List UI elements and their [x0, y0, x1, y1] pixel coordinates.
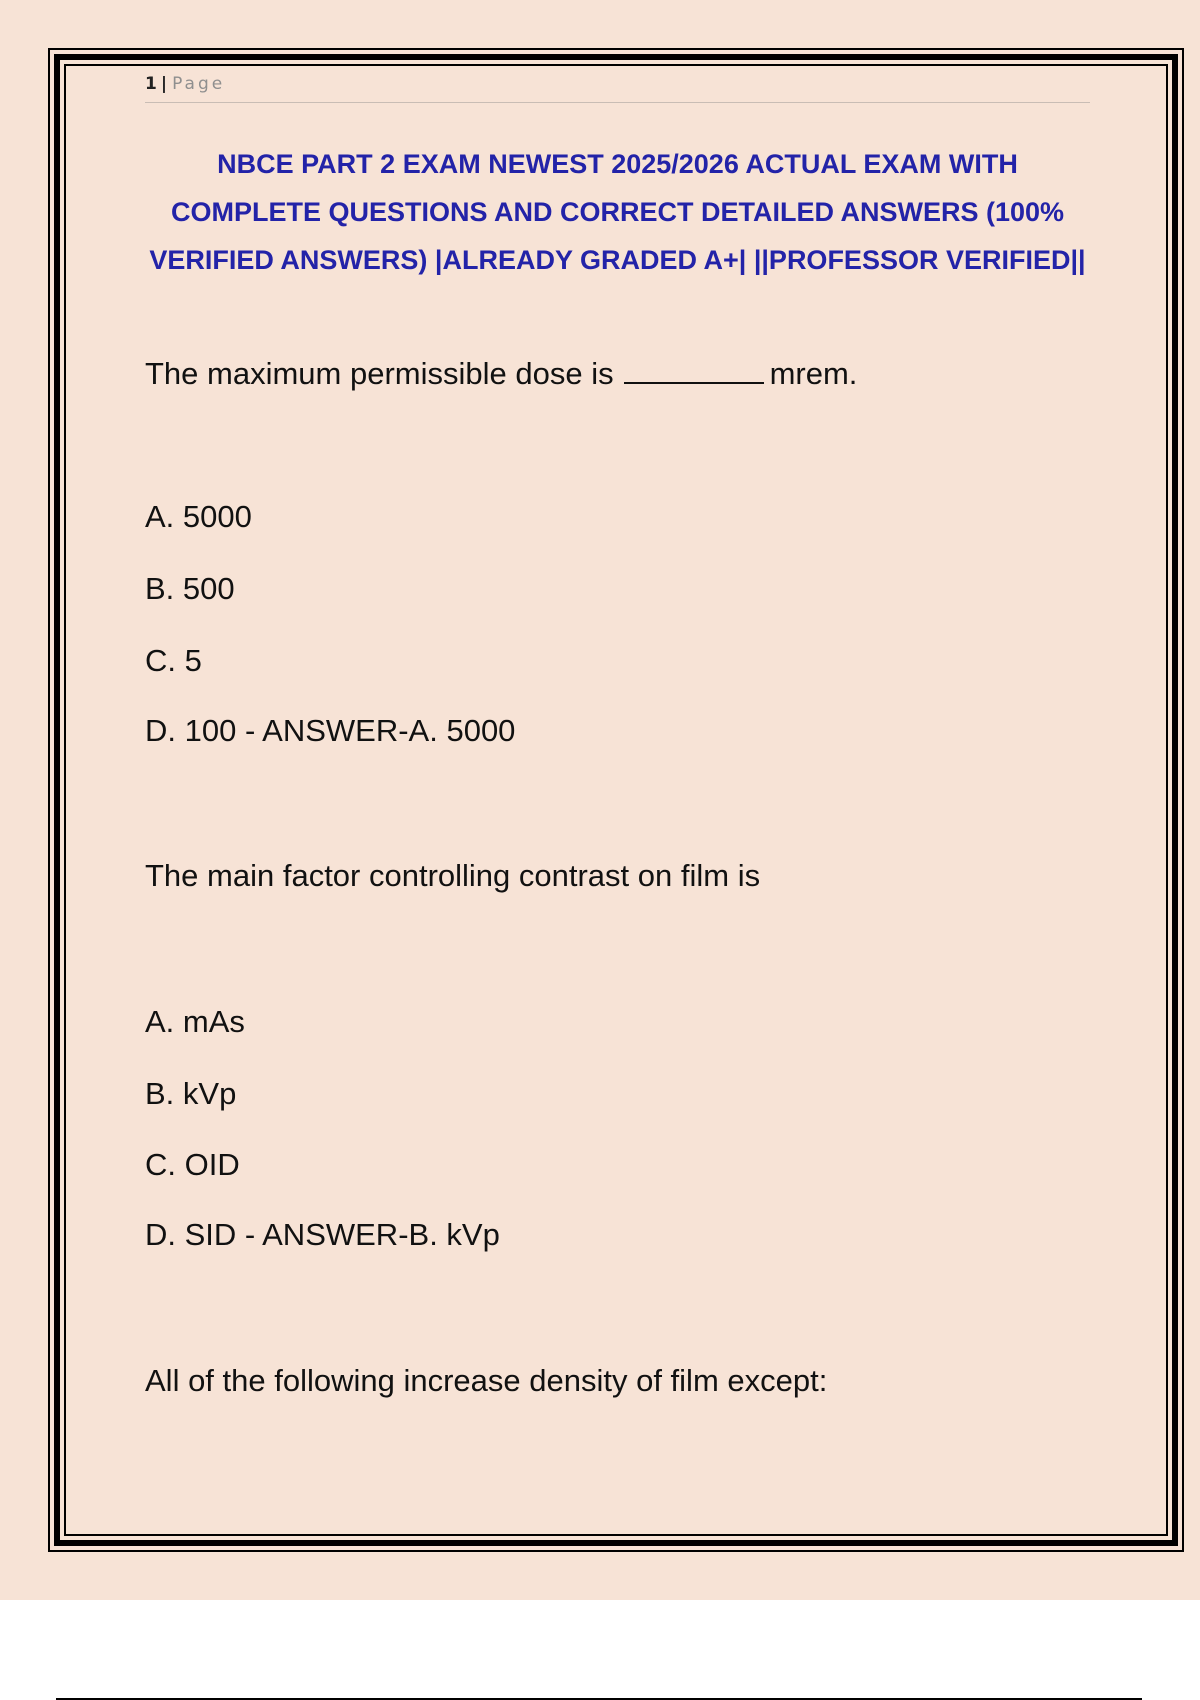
question-1-stem — [145, 356, 857, 392]
page-number-header — [145, 74, 225, 94]
document-title: NBCE PART 2 EXAM NEWEST 2025/2026 ACTUAL EXAM WITH COMPLETE QUESTIONS AND CORRECT DETAILED ANSWERS (100% VERIFIED ANSWERS) |ALREADY GRADED A+| ||PROFESSOR VERIFIED|| — [149, 149, 1086, 275]
question-1-option-b: B. 500 — [145, 571, 235, 606]
question-2-stem: The main factor controlling contrast on film is — [145, 858, 761, 893]
question-1-stem-after: mrem. — [769, 356, 858, 391]
question-2-option-c: C. OID — [145, 1147, 240, 1182]
question-2-option-b: B. kVp — [145, 1076, 237, 1111]
question-2-option-a: A. mAs — [145, 1004, 245, 1039]
question-1-option-d-answer: D. 100 - ANSWER-A. 5000 — [145, 713, 516, 748]
page-number-separator: | — [160, 74, 168, 94]
question-1-stem-before: The maximum permissible dose is — [145, 356, 614, 391]
question-1-option-c: C. 5 — [145, 643, 202, 678]
question-2-option-d-answer: D. SID - ANSWER-B. kVp — [145, 1217, 500, 1252]
header-divider — [145, 102, 1090, 103]
page-border-inner — [64, 64, 1168, 1536]
question-3-stem: All of the following increase density of film except: — [145, 1363, 828, 1398]
question-1-option-a: A. 5000 — [145, 499, 252, 534]
page-number: 1 — [145, 74, 157, 94]
page-label: Page — [172, 74, 226, 94]
question-1-blank — [624, 382, 764, 384]
